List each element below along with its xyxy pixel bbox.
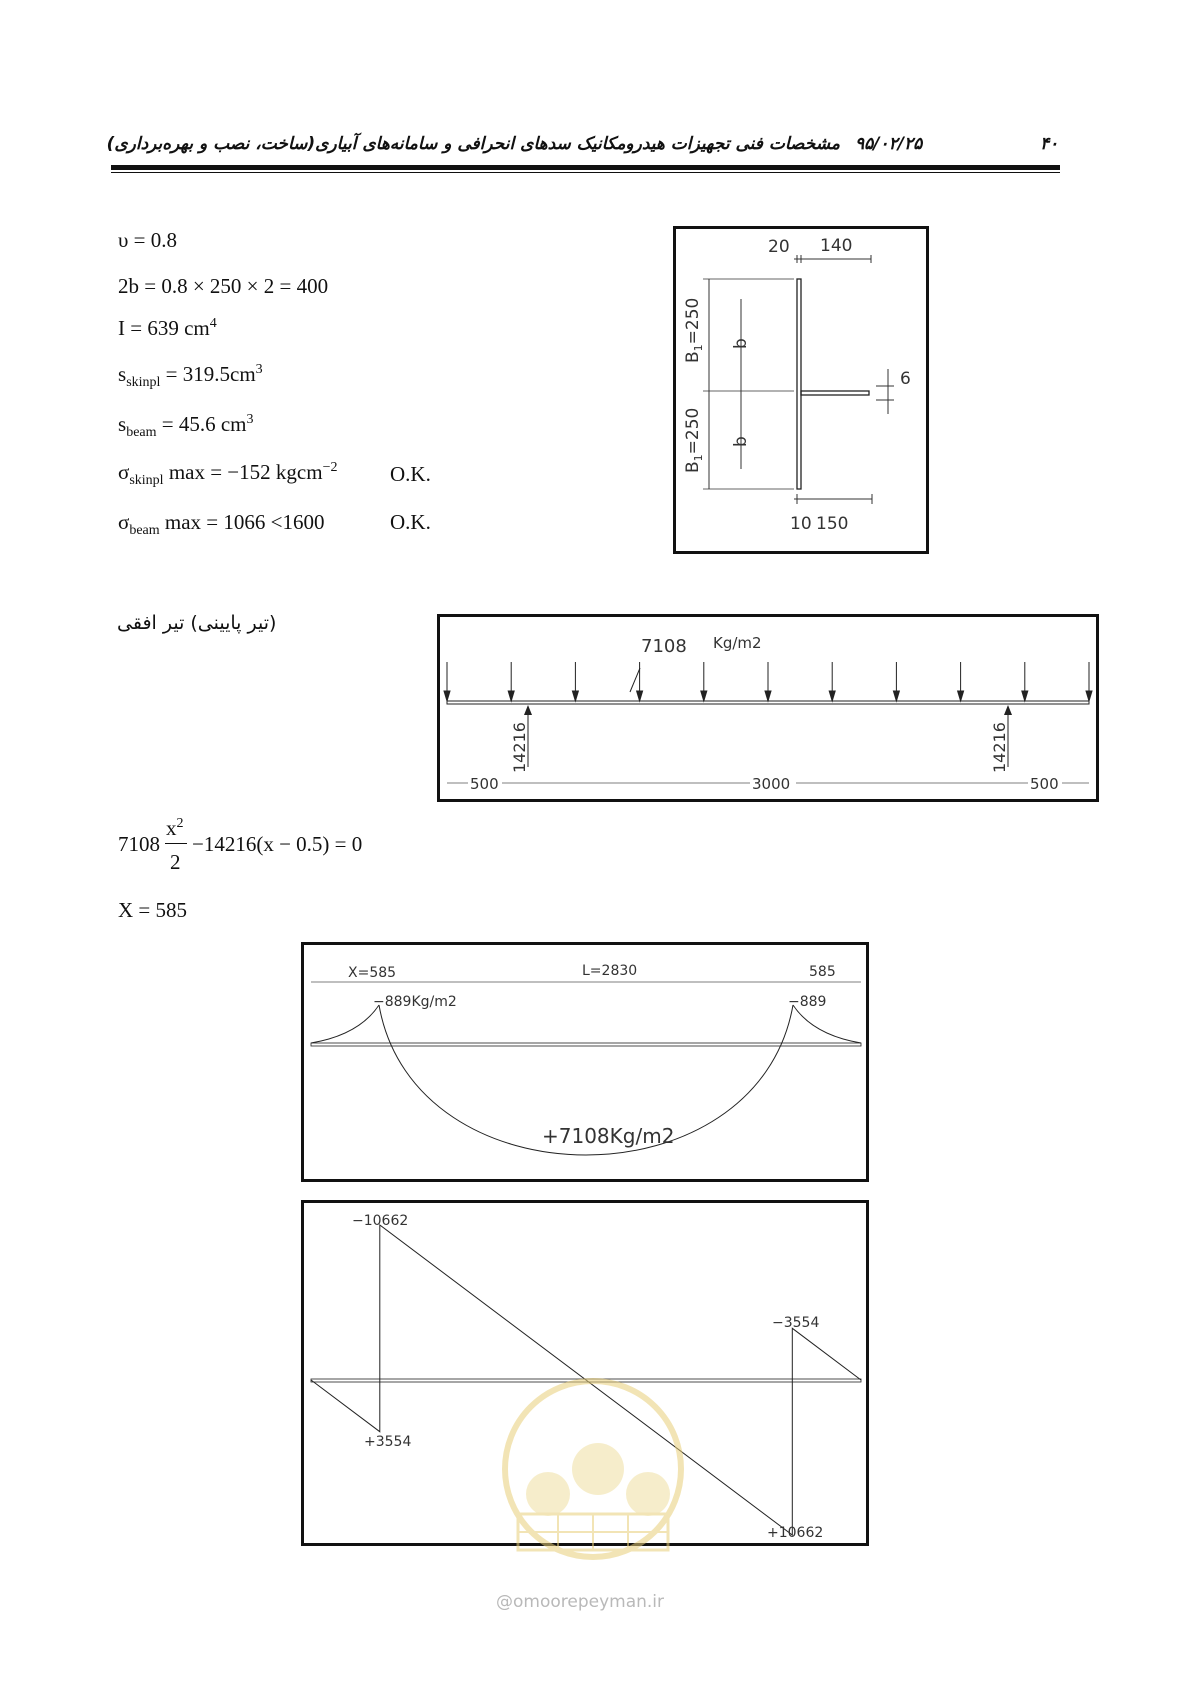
dim-10-label: 10 bbox=[790, 514, 812, 534]
load-arrow-head bbox=[508, 691, 514, 701]
load-arrow-head bbox=[701, 691, 707, 701]
negative-moment-left bbox=[311, 1005, 379, 1043]
beam-axis bbox=[311, 1043, 861, 1046]
equation-inertia: I = 639 $cm^4$ bbox=[118, 316, 217, 340]
pos-mid-label: +7108Kg/m2 bbox=[542, 1124, 675, 1148]
reaction-right-label: 14216 bbox=[990, 722, 1009, 773]
formula-denominator: 2 bbox=[170, 850, 181, 874]
formula-pre: 7108 bbox=[118, 832, 160, 856]
shear-bottom-right-label: +10662 bbox=[767, 1525, 824, 1541]
header-rule-thin bbox=[111, 172, 1060, 173]
span-mid-label: 3000 bbox=[752, 775, 791, 793]
section-title: (تیر پایینی) تیر افقی bbox=[117, 612, 277, 634]
load-arrow-head bbox=[637, 691, 643, 701]
beam-web bbox=[801, 391, 869, 395]
span-left-label: 500 bbox=[470, 775, 499, 793]
header-title: مشخصات فنی تجهیزات هیدرومکانیک سدهای انحرافی و سامانه‌های آبیاری(ساخت، نصب و بهره‌برداری) bbox=[106, 134, 840, 154]
load-unit-label: Kg/m2 bbox=[713, 634, 762, 652]
section-figure bbox=[673, 226, 929, 554]
dim-6-label: 6 bbox=[900, 369, 911, 389]
b1-top-label: $B_1=250$ bbox=[683, 297, 705, 363]
negative-moment-right bbox=[793, 1005, 861, 1043]
load-arrow-head bbox=[765, 691, 771, 701]
l-label: L=2830 bbox=[582, 963, 638, 979]
dim-20-label: 20 bbox=[768, 237, 790, 257]
load-arrow-head bbox=[893, 691, 899, 701]
load-arrow-head bbox=[444, 691, 450, 701]
page-number: ۴۰ bbox=[1040, 134, 1059, 154]
skin-plate bbox=[797, 279, 801, 489]
ok-label-beam: O.K. bbox=[390, 510, 431, 534]
equation-s-beam: $s_{beam} = 45.6$ $cm^3$ bbox=[118, 412, 254, 441]
dim-140-label: 140 bbox=[820, 236, 853, 256]
load-arrow-head bbox=[572, 691, 578, 701]
reaction-left-label: 14216 bbox=[510, 722, 529, 773]
dim-150-label: 150 bbox=[816, 514, 849, 534]
shear-bottom-left-label: +3554 bbox=[364, 1434, 412, 1450]
shear-top-left-label: −10662 bbox=[352, 1213, 409, 1229]
load-value-label: 7108 bbox=[641, 636, 687, 657]
watermark-site: @omoorepeyman.ir bbox=[496, 1592, 665, 1612]
equation-sigma-beam: $\sigma_{beam}$ max = 1066 <1600 bbox=[118, 510, 325, 539]
formula-numerator: $x^2$ bbox=[166, 816, 184, 840]
x-label: X=585 bbox=[348, 965, 397, 981]
header-rule-thick bbox=[111, 165, 1060, 170]
header-date: ۹۵/۰۲/۲۵ bbox=[855, 134, 923, 154]
load-arrows bbox=[444, 662, 1092, 701]
formula-post: −14216(x − 0.5) = 0 bbox=[192, 832, 363, 856]
ok-label-skinpl: O.K. bbox=[390, 462, 431, 486]
fraction-bar bbox=[165, 843, 187, 844]
load-arrow-head bbox=[829, 691, 835, 701]
load-arrow-head bbox=[1086, 691, 1092, 701]
equation-2b: 2b = 0.8 × 250 × 2 = 400 bbox=[118, 274, 329, 298]
equation-upsilon: υ = 0.8 bbox=[118, 228, 177, 252]
neg-right-label: −889 bbox=[788, 994, 827, 1010]
neg-left-label: −889Kg/m2 bbox=[373, 994, 457, 1010]
equation-s-skinpl: $s_{skinpl} = 319.5cm^3$ bbox=[118, 362, 263, 391]
load-arrow-head bbox=[958, 691, 964, 701]
span-right-label: 500 bbox=[1030, 775, 1059, 793]
b-bottom-label: b bbox=[731, 436, 751, 447]
right-span-label: 585 bbox=[809, 964, 836, 980]
moment-figure bbox=[301, 942, 869, 1182]
watermark-logo bbox=[478, 1374, 708, 1564]
b-top-label: b bbox=[731, 338, 751, 349]
load-arrow-head bbox=[1022, 691, 1028, 701]
x-result: X = 585 bbox=[118, 898, 188, 922]
load-figure bbox=[437, 614, 1099, 802]
shear-top-right-label: −3554 bbox=[772, 1315, 820, 1331]
b1-bottom-label: $B_1=250$ bbox=[683, 407, 705, 473]
equation-sigma-skinpl: $\sigma_{skinpl}$ max = −152 kgcm$^{-2}$ bbox=[118, 460, 338, 489]
